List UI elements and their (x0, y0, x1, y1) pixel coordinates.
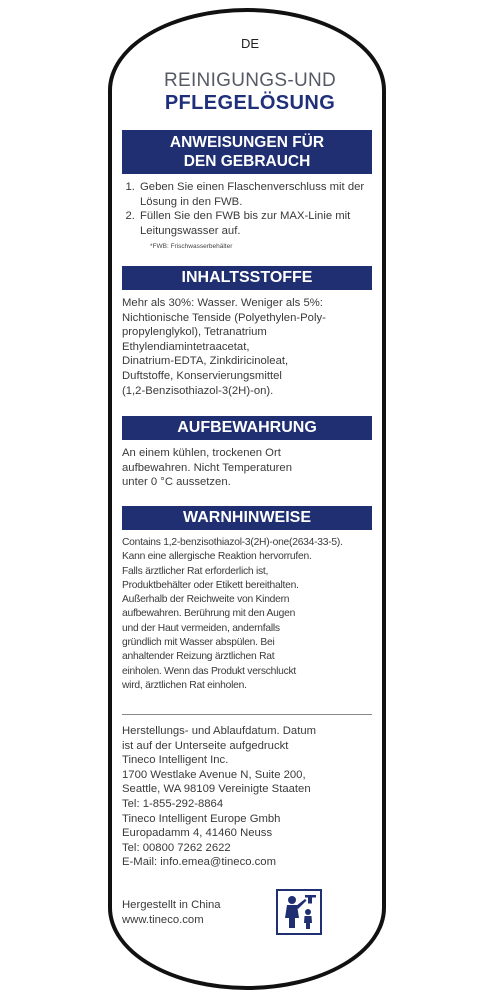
ingredients-line: propylenglykol), Tetranatrium (122, 326, 267, 339)
instructions-body (122, 180, 374, 255)
footer-line: Seattle, WA 98109 Vereinigte Staaten (122, 783, 311, 796)
instructions-heading-line2: DEN GEBRAUCH (183, 153, 311, 170)
footer-line: Herstellungs- und Ablaufdatum. Datum (122, 725, 317, 737)
warnings-heading: WARNHINWEISE (122, 506, 372, 530)
footer-line: E-Mail: info.emea@tineco.com (122, 856, 276, 869)
footer-line: Tel: 1-855-292-8864 (122, 797, 224, 810)
instructions-heading (122, 130, 372, 174)
warnings-line: Kann eine allergische Reaktion hervorrufen. (122, 551, 312, 563)
footer-line: Tineco Intelligent Inc. (122, 754, 229, 767)
product-title-line2: PFLEGELÖSUNG (164, 92, 336, 114)
instruction-step: 2. Füllen Sie den FWB bis zur MAX-Linie mit Leitungswasser auf. (138, 209, 374, 238)
footer-line: Tineco Intelligent Europe Gmbh (122, 812, 281, 825)
origin-info (122, 898, 374, 927)
warnings-line: Außerhalb der Reichweite von Kindern (122, 594, 290, 606)
storage-body (122, 446, 374, 490)
warnings-line: Contains 1,2-benzisothiazol-3(2H)-one(2634-33-5). (122, 537, 343, 548)
storage-line: unter 0 °C aussetzen. (122, 476, 231, 489)
storage-heading: AUFBEWAHRUNG (122, 416, 372, 440)
footer-line: 1700 Westlake Avenue N, Suite 200, (122, 768, 306, 781)
warnings-line: aufbewahren. Berührung mit den Augen (122, 608, 296, 620)
footer-line: Tel: 00800 7262 2622 (122, 841, 231, 854)
ingredients-line: Duftstoffe, Konservierungsmittel (122, 369, 282, 382)
warnings-line: wird, ärztlichen Rat einholen. (122, 679, 247, 691)
language-code: DE (240, 36, 260, 51)
warnings-line: Produktbehälter oder Etikett bereithalten. (122, 579, 299, 591)
ingredients-line: (1,2-Benzisothiazol-3(2H)-on). (122, 384, 274, 397)
ingredients-line: Ethylendiamintetraacetat, (122, 340, 250, 353)
keep-away-from-children-icon (276, 889, 322, 935)
made-in-text: Hergestellt in China (122, 899, 221, 911)
ingredients-line: Mehr als 30%: Wasser. Weniger als 5%: (122, 297, 323, 309)
storage-line: An einem kühlen, trockenen Ort (122, 447, 281, 459)
warnings-line: gründlich mit Wasser abspülen. Bei (122, 637, 275, 649)
instructions-heading-line1: ANWEISUNGEN FÜR (169, 134, 325, 151)
ingredients-body (122, 296, 374, 398)
instructions-footnote: *FWB: Frischwasserbehälter (150, 243, 233, 251)
warnings-line: anhaltender Reizung ärztlichen Rat (122, 651, 275, 663)
footer-line: Europadamm 4, 41460 Neuss (122, 827, 273, 840)
ingredients-line: Dinatrium-EDTA, Zinkdiricinoleat, (122, 355, 289, 368)
warnings-body (122, 536, 374, 693)
warnings-line: einholen. Wenn das Produkt verschluckt (122, 665, 297, 677)
storage-line: aufbewahren. Nicht Temperaturen (122, 461, 292, 474)
instructions-list (122, 180, 374, 238)
section-divider (122, 714, 372, 715)
website-text: www.tineco.com (122, 913, 204, 926)
ingredients-line: Nichtionische Tenside (Polyethylen-Poly- (122, 311, 326, 324)
footer-line: ist auf der Unterseite aufgedruckt (122, 739, 289, 752)
ingredients-heading: INHALTSSTOFFE (122, 266, 372, 290)
manufacturer-info (122, 724, 374, 870)
warnings-line: Falls ärztlicher Rat erforderlich ist, (122, 565, 269, 577)
instruction-step: 1. Geben Sie einen Flaschenverschluss mit der Lösung in den FWB. (138, 180, 374, 209)
warnings-line: und der Haut vermeiden, andernfalls (122, 622, 280, 634)
product-title-line1: REINIGUNGS-UND (163, 70, 337, 91)
